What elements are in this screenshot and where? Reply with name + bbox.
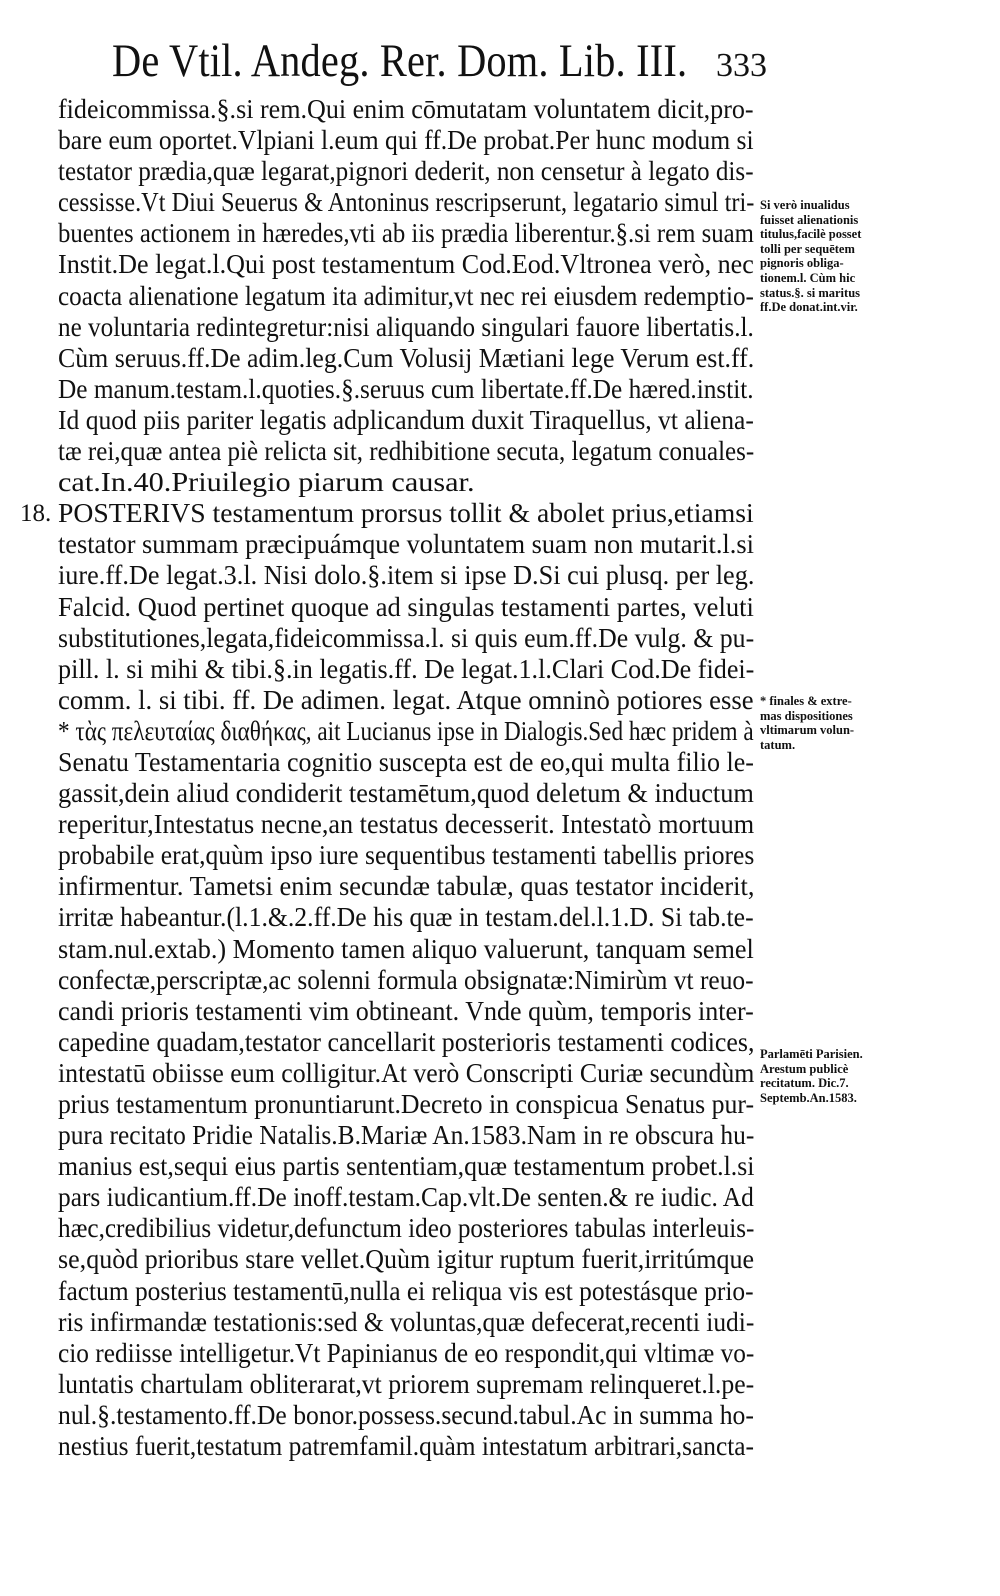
text-line: confectæ,perscriptæ,ac solenni formula obsignatæ:Nimirùm vt reuo- <box>58 964 754 995</box>
margin-note-line: tatum. <box>760 737 796 752</box>
text-line: pill. l. si mihi & tibi.§.in legatis.ff. De legat.1.l.Clari Cod.De fidei- <box>58 653 755 684</box>
text-line: pars iudicantium.ff.De inoff.testam.Cap.vlt.De senten.& re iudic. Ad <box>58 1182 754 1213</box>
margin-note-line: fuisset alienationis <box>760 212 859 227</box>
margin-note-alienation <box>760 198 908 315</box>
text-line: candi prioris testamenti vim obtineant. Vnde quùm, temporis inter- <box>58 995 754 1026</box>
margin-note-line: ff.De donat.int.vir. <box>760 300 858 315</box>
margin-note-line: Septemb.An.1583. <box>760 1090 857 1105</box>
page-number: 333 <box>716 47 767 84</box>
text-line: manius est,sequi eius partis sententiam,quæ testamentum probet.l.si <box>58 1151 755 1182</box>
text-line: substitutiones,legata,fideicommissa.l. si quis eum.ff.De vulg. & pu- <box>58 622 755 653</box>
margin-note-final-dispositions <box>760 694 908 752</box>
text-line: cio rediisse intelligetur.Vt Papinianus de eo respondit,qui vltimæ vo- <box>58 1337 755 1368</box>
text-line: testator prædia,quæ legarat,pignori dederit, non censetur à legato dis- <box>58 156 754 187</box>
text-line: irritæ habeantur.(l.1.&.2.ff.De his quæ in testam.del.l.1.D. Si tab.te- <box>58 902 754 933</box>
margin-note-line: status.§. si maritus <box>760 285 861 300</box>
text-line: buentes actionem in hæredes,vti ab iis prædia liberentur.§.si rem suam <box>58 218 754 249</box>
margin-note-line: recitatum. Dic.7. <box>760 1076 849 1091</box>
text-line: pura recitato Pridie Natalis.B.Mariæ An.1583.Nam in re obscura hu- <box>58 1120 755 1151</box>
text-line: iure.ff.De legat.3.l. Nisi dolo.§.item si ipse D.Si cui plusq. per leg. <box>58 560 755 591</box>
margin-note-line: * finales & extre- <box>760 694 852 708</box>
text-line: stam.nul.extab.) Momento tamen aliquo valuerunt, tanquam semel <box>58 933 754 964</box>
margin-note-line: tolli per sequētem <box>760 241 855 256</box>
text-line: cat.In.40.Priuilegio piarum causar. <box>58 467 475 498</box>
text-line: gassit,dein aliud condiderit testamētum,quod deletum & inductum <box>58 778 754 809</box>
text-line: POSTERIVS testamentum prorsus tollit & abolet prius,etiamsi <box>58 498 754 529</box>
margin-note-line: Si verò inualidus <box>760 198 850 212</box>
text-line: comm. l. si tibi. ff. De adimen. legat. Atque omninò potiores esse <box>58 684 754 715</box>
text-line: probabile erat,quùm ipso iure sequentibus testamenti tabellis priores <box>58 840 755 871</box>
text-line: coacta alienatione legatum ita adimitur,vt nec rei eiusdem redemptio- <box>58 280 754 311</box>
text-line: tæ rei,quæ antea piè relicta sit, redhibitione secuta, legatum conuales- <box>58 436 755 467</box>
margin-note-line: Arestum publicè <box>760 1061 849 1076</box>
text-line: De manum.testam.l.quoties.§.seruus cum libertate.ff.De hæred.instit. <box>58 373 754 404</box>
text-line: cessisse.Vt Diui Seuerus & Antoninus rescripserunt, legatario simul tri- <box>58 187 755 218</box>
text-line: hæc,credibilius videtur,defunctum ideo posteriores tabulas interleuis- <box>58 1213 755 1244</box>
running-head <box>112 30 767 92</box>
text-line: Senatu Testamentaria cognitio suscepta est de eo,qui multa filio le- <box>58 746 754 777</box>
text-line: Cùm seruus.ff.De adim.leg.Cum Volusij Mætiani lege Verum est.ff. <box>58 342 755 373</box>
text-line: capedine quadam,testator cancellarit posterioris testamenti codices, <box>58 1026 755 1057</box>
margin-note-line: titulus,facilè posset <box>760 227 862 242</box>
running-title: De Vtil. Andeg. Rer. Dom. Lib. III. <box>112 35 688 87</box>
text-line: Id quod piis pariter legatis adplicandum duxit Tiraquellus, vt aliena- <box>58 404 754 435</box>
text-line: ris infirmandæ testationis:sed & voluntas,quæ defecerat,recenti iudi- <box>58 1306 755 1337</box>
text-line: nestius fuerit,testatum patremfamil.quàm intestatum arbitrari,sancta- <box>58 1431 755 1462</box>
text-line: Falcid. Quod pertinet quoque ad singulas testamenti partes, veluti <box>58 591 754 622</box>
text-line: prius testamentum pronuntiarunt.Decreto in conspicua Senatus pur- <box>58 1089 755 1119</box>
text-line: Instit.De legat.l.Qui post testamentum Cod.Eod.Vltronea verò, nec <box>58 249 754 280</box>
text-line: fideicommissa.§.si rem.Qui enim cōmutatam voluntatem dicit,pro- <box>58 94 754 124</box>
margin-note-line: pignoris obliga- <box>760 256 844 271</box>
text-line: factum posterius testamentū,nulla ei reliqua vis est potestásque prio- <box>58 1275 754 1306</box>
text-line: luntatis chartulam obliterarat,vt priorem supremam relinqueret.l.pe- <box>58 1368 755 1399</box>
text-line: reperitur,Intestatus necne,an testatus decesserit. Intestatò mortuum <box>58 809 755 840</box>
text-line: se,quòd prioribus stare vellet.Quùm igitur ruptum fuerit,irritúmque <box>58 1244 755 1275</box>
margin-note-parlement-arrest <box>760 1047 908 1105</box>
main-text-block <box>58 94 758 1462</box>
margin-note-line: vltimarum volun- <box>760 723 855 738</box>
text-line: bare eum oportet.Vlpiani l.eum qui ff.De probat.Per hunc modum si <box>58 125 754 156</box>
margin-note-line: tionem.l. Cùm hic <box>760 270 856 285</box>
paragraph-number: 18. <box>20 500 52 527</box>
text-line: * τὰς πελευταίας διαθήκας, ait Lucianus ipse in Dialogis.Sed hæc pridem à <box>58 715 754 746</box>
margin-note-line: mas dispositiones <box>760 708 853 723</box>
text-line: nul.§.testamento.ff.De bonor.possess.secund.tabul.Ac in summa ho- <box>58 1399 754 1430</box>
margin-note-line: Parlamēti Parisien. <box>760 1047 863 1061</box>
text-line: testator summam præcipuámque voluntatem suam non mutarit.l.si <box>58 529 754 560</box>
text-line: ne voluntaria redintegretur:nisi aliquando singulari fauore libertatis.l. <box>58 311 754 342</box>
text-line: infirmentur. Tametsi enim secundæ tabulæ, quas testator inciderit, <box>58 871 755 902</box>
text-line: intestatū obiisse eum colligitur.At verò Conscripti Curiæ secundùm <box>58 1057 755 1088</box>
